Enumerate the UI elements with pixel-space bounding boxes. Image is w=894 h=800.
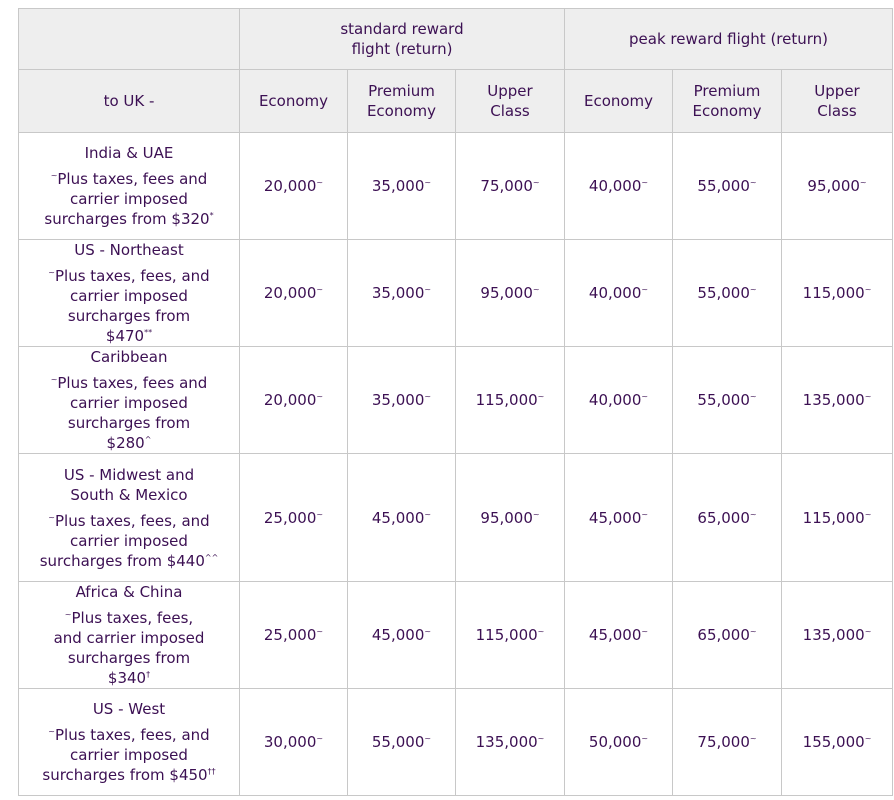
tilde-mark: ~ xyxy=(532,178,540,187)
tilde-mark: ~ xyxy=(749,178,757,187)
points-value: 45,000 xyxy=(588,626,642,644)
points-cell xyxy=(565,347,673,454)
destination-name: US - Northeast xyxy=(74,241,184,259)
points-value: 95,000 xyxy=(480,284,533,302)
tilde-mark: ~ xyxy=(537,627,545,636)
points-value: 25,000 xyxy=(263,508,317,527)
destination-name: US - Midwest and South & Mexico xyxy=(63,465,195,504)
footnote-mark: ^^ xyxy=(204,552,219,562)
points-value: 115,000 xyxy=(802,284,865,302)
points-value: 40,000 xyxy=(588,177,642,195)
tilde-mark: ~ xyxy=(864,285,872,294)
tilde-mark: ~ xyxy=(48,268,55,277)
tilde-mark: ~ xyxy=(749,627,757,636)
tilde-mark: ~ xyxy=(749,734,757,743)
points-value: 95,000 xyxy=(807,177,860,195)
surcharge-note-text: Plus taxes, fees, and carrier imposed surcharges from $470 xyxy=(55,267,210,345)
destination-name: Africa & China xyxy=(75,583,183,601)
points-value: 25,000 xyxy=(263,626,317,644)
footnote-mark: ** xyxy=(144,328,153,337)
points-cell xyxy=(456,454,565,582)
tilde-mark: ~ xyxy=(859,178,867,187)
header-class-premium-economy-peak xyxy=(673,70,782,133)
points-value: 50,000 xyxy=(588,733,642,751)
reward-flight-table xyxy=(18,8,893,796)
header-class-upper-class-standard xyxy=(456,70,565,133)
points-cell xyxy=(782,582,893,689)
points-value: 40,000 xyxy=(588,391,642,409)
points-cell xyxy=(565,689,673,796)
points-value: 75,000 xyxy=(480,177,533,195)
footnote-mark: †† xyxy=(207,767,216,776)
points-value: 75,000 xyxy=(697,733,750,751)
tilde-mark: ~ xyxy=(316,734,324,743)
points-cell xyxy=(348,689,456,796)
tilde-mark: ~ xyxy=(424,627,432,636)
surcharge-note-text: Plus taxes, fees, and carrier imposed surcharges from $450 xyxy=(42,726,210,784)
points-value: 155,000 xyxy=(802,733,865,751)
surcharge-note xyxy=(39,725,219,785)
destination-name: Caribbean xyxy=(90,348,168,366)
tilde-mark: ~ xyxy=(424,392,432,401)
destination-cell xyxy=(19,454,240,582)
points-cell xyxy=(565,133,673,240)
points-value: 45,000 xyxy=(371,626,425,644)
surcharge-note xyxy=(44,373,214,453)
surcharge-note xyxy=(44,169,214,229)
points-cell xyxy=(565,240,673,347)
points-cell xyxy=(673,347,782,454)
points-cell xyxy=(673,133,782,240)
points-value: 115,000 xyxy=(475,626,538,644)
tilde-mark: ~ xyxy=(424,178,432,187)
points-value: 30,000 xyxy=(263,733,317,751)
destination-cell xyxy=(19,347,240,454)
points-value: 40,000 xyxy=(588,284,642,302)
tilde-mark: ~ xyxy=(64,610,72,619)
surcharge-note-text: Plus taxes, fees, and carrier imposed surcharges from $440 xyxy=(39,511,210,570)
points-cell xyxy=(240,133,348,240)
points-value: 55,000 xyxy=(697,391,750,409)
tilde-mark: ~ xyxy=(864,509,872,519)
class-label: Upper Class xyxy=(814,82,860,120)
destination-name: US - West xyxy=(92,700,166,718)
points-cell xyxy=(240,454,348,582)
points-cell xyxy=(782,689,893,796)
points-value: 35,000 xyxy=(371,284,425,302)
tilde-mark: ~ xyxy=(641,509,649,519)
destination-cell xyxy=(19,133,240,240)
tilde-mark: ~ xyxy=(48,512,55,522)
points-cell xyxy=(348,347,456,454)
header-peak-reward-label: peak reward flight (return) xyxy=(629,30,829,48)
tilde-mark: ~ xyxy=(316,178,324,187)
tilde-mark: ~ xyxy=(537,734,545,743)
points-value: 65,000 xyxy=(697,626,750,644)
header-row-groups xyxy=(19,9,893,70)
tilde-mark: ~ xyxy=(316,392,324,401)
surcharge-note xyxy=(49,608,209,688)
header-class-economy-standard xyxy=(240,70,348,133)
tilde-mark: ~ xyxy=(749,509,757,519)
header-standard-reward-label: standard reward flight (return) xyxy=(340,20,464,58)
surcharge-note xyxy=(37,511,222,571)
points-value: 135,000 xyxy=(475,733,538,751)
surcharge-note xyxy=(44,266,214,346)
points-value: 115,000 xyxy=(802,508,865,527)
points-value: 55,000 xyxy=(371,733,425,751)
tilde-mark: ~ xyxy=(316,509,324,519)
points-cell xyxy=(348,133,456,240)
header-class-economy-peak xyxy=(565,70,673,133)
points-value: 20,000 xyxy=(263,284,317,302)
destination-cell xyxy=(19,240,240,347)
header-class-premium-economy-standard xyxy=(348,70,456,133)
tilde-mark: ~ xyxy=(864,392,872,401)
table-row xyxy=(19,240,893,347)
header-peak-reward xyxy=(565,9,893,70)
points-cell xyxy=(348,240,456,347)
class-label: Premium Economy xyxy=(692,82,762,120)
tilde-mark: ~ xyxy=(641,734,649,743)
table-row xyxy=(19,582,893,689)
surcharge-note-text: Plus taxes, fees, and carrier imposed surcharges from $340 xyxy=(53,609,205,687)
footnote-mark: ^ xyxy=(144,435,152,444)
table-row xyxy=(19,133,893,240)
points-cell xyxy=(348,582,456,689)
points-value: 115,000 xyxy=(475,391,538,409)
tilde-mark: ~ xyxy=(749,285,757,294)
points-cell xyxy=(673,240,782,347)
points-cell xyxy=(240,240,348,347)
tilde-mark: ~ xyxy=(532,285,540,294)
tilde-mark: ~ xyxy=(316,285,324,294)
points-cell xyxy=(673,454,782,582)
tilde-mark: ~ xyxy=(424,509,432,519)
header-standard-reward xyxy=(240,9,565,70)
points-cell xyxy=(673,582,782,689)
points-value: 65,000 xyxy=(697,508,750,527)
destination-cell xyxy=(19,582,240,689)
points-cell xyxy=(782,133,893,240)
class-label: Upper Class xyxy=(487,82,533,120)
points-cell xyxy=(240,689,348,796)
points-value: 20,000 xyxy=(263,177,317,195)
points-value: 55,000 xyxy=(697,284,750,302)
tilde-mark: ~ xyxy=(50,375,58,384)
class-label: Premium Economy xyxy=(366,82,437,120)
header-row-label xyxy=(19,70,240,133)
tilde-mark: ~ xyxy=(424,285,432,294)
reward-flight-table-wrapper xyxy=(18,8,892,796)
header-corner-cell xyxy=(19,9,240,70)
points-cell xyxy=(565,582,673,689)
tilde-mark: ~ xyxy=(864,734,872,743)
points-cell xyxy=(456,689,565,796)
points-cell xyxy=(456,347,565,454)
points-value: 45,000 xyxy=(371,508,425,527)
tilde-mark: ~ xyxy=(641,392,649,401)
table-row xyxy=(19,347,893,454)
tilde-mark: ~ xyxy=(641,178,649,187)
points-value: 20,000 xyxy=(263,391,317,409)
tilde-mark: ~ xyxy=(424,734,432,743)
points-cell xyxy=(782,240,893,347)
destination-cell xyxy=(19,689,240,796)
surcharge-note-text: Plus taxes, fees and carrier imposed surcharges from $320 xyxy=(44,170,210,228)
points-cell xyxy=(240,347,348,454)
points-value: 135,000 xyxy=(802,391,865,409)
points-cell xyxy=(456,240,565,347)
tilde-mark: ~ xyxy=(864,627,872,636)
tilde-mark: ~ xyxy=(641,285,649,294)
header-row-label-text: to UK - xyxy=(103,92,155,110)
tilde-mark: ~ xyxy=(48,727,55,736)
surcharge-note-text: Plus taxes, fees and carrier imposed surcharges from $280 xyxy=(57,374,208,452)
points-cell xyxy=(240,582,348,689)
points-cell xyxy=(456,582,565,689)
points-cell xyxy=(565,454,673,582)
points-cell xyxy=(782,454,893,582)
points-cell xyxy=(673,689,782,796)
points-cell xyxy=(782,347,893,454)
points-value: 95,000 xyxy=(480,508,533,527)
class-label: Economy xyxy=(258,92,329,110)
points-value: 135,000 xyxy=(802,626,865,644)
tilde-mark: ~ xyxy=(749,392,757,401)
points-value: 55,000 xyxy=(697,177,750,195)
footnote-mark: † xyxy=(146,670,151,679)
points-cell xyxy=(456,133,565,240)
footnote-mark: * xyxy=(209,211,214,220)
tilde-mark: ~ xyxy=(641,627,649,636)
class-label: Economy xyxy=(583,92,654,110)
points-cell xyxy=(348,454,456,582)
points-value: 35,000 xyxy=(371,177,425,195)
tilde-mark: ~ xyxy=(316,627,324,636)
tilde-mark: ~ xyxy=(50,171,58,180)
points-value: 45,000 xyxy=(588,508,642,527)
points-value: 35,000 xyxy=(371,391,425,409)
table-row xyxy=(19,454,893,582)
header-row-classes xyxy=(19,70,893,133)
tilde-mark: ~ xyxy=(537,392,545,401)
table-row xyxy=(19,689,893,796)
header-class-upper-class-peak xyxy=(782,70,893,133)
tilde-mark: ~ xyxy=(532,509,540,519)
destination-name: India & UAE xyxy=(84,144,174,162)
